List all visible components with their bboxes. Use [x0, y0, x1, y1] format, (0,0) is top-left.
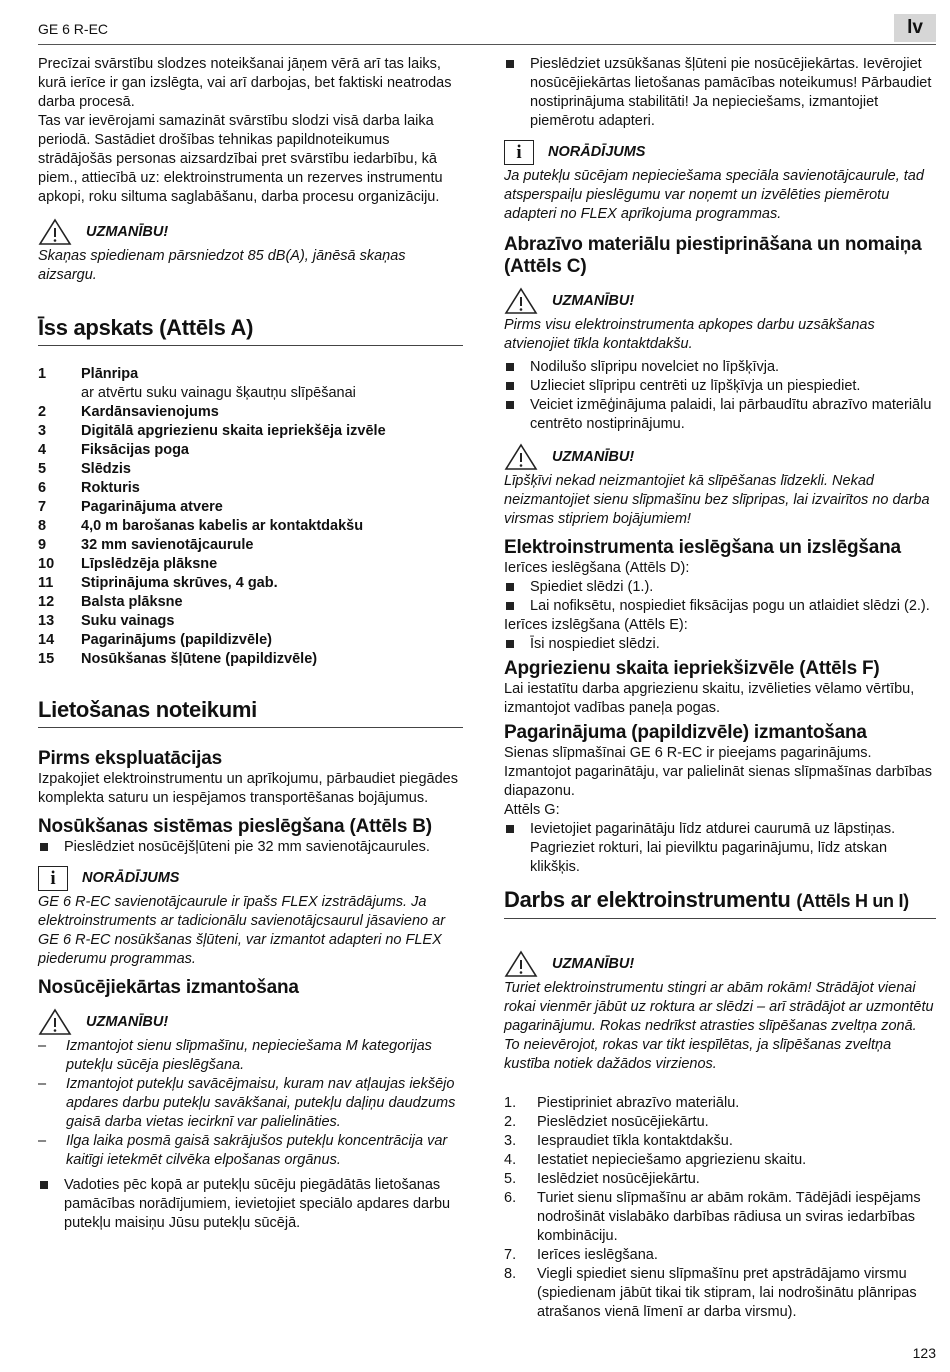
step-item — [504, 1170, 936, 1189]
caution-list — [38, 1037, 463, 1170]
step-text: Piestipriniet abrazīvo materiālu. — [537, 1095, 740, 1111]
right-column — [504, 55, 936, 1322]
abrasive-heading: Abrazīvo materiālu piestiprināšana un nomaiņa (Attēls C) — [504, 234, 922, 277]
usage-heading: Lietošanas noteikumi — [38, 697, 463, 728]
extractor-list — [38, 1176, 463, 1233]
intro-paragraph-1: Precīzai svārstību slodzes noteikšanai jāņem vērā arī tas laiks, kurā ierīce ir gan izslēgta, vai arī darbojas, bet faktiski neatrodas darba procesā. — [38, 56, 452, 110]
note-notice — [38, 863, 463, 893]
part-number: 14 — [38, 632, 55, 648]
part-label: Rokturis — [81, 480, 140, 496]
warning-triangle-icon — [38, 218, 72, 246]
suction-heading: Nosūkšanas sistēmas pieslēgšana (Attēls B) — [38, 816, 432, 837]
parts-list-item — [38, 403, 463, 422]
info-icon: i — [504, 140, 534, 165]
step-number: 3. — [504, 1133, 517, 1149]
part-number: 5 — [38, 461, 47, 477]
step-text: Turiet sienu slīpmašīnu ar abām rokām. Tādējādi iespējams nodrošināt vislabāko darbības rādiusa un sviras iedarbības kombināciju. — [537, 1190, 921, 1244]
note-text: Ja putekļu sūcējam nepieciešama speciāla savienotājcaurule, tad atsperspaiļu pieslēgumu var noņemt un izvēlēties piemērotu adapteri no FLEX aprīkojuma programmas. — [504, 168, 924, 222]
step-text: Iespraudiet tīkla kontaktdakšu. — [537, 1133, 733, 1149]
parts-list-item — [38, 479, 463, 498]
caution-notice — [38, 217, 463, 247]
step-number: 8. — [504, 1266, 517, 1282]
caution-notice — [504, 442, 936, 472]
caution-text: Pirms visu elektroinstrumenta apkopes darbu uzsākšanas atvienojiet tīkla kontaktdakšu. — [504, 317, 875, 352]
part-number: 15 — [38, 651, 55, 667]
parts-list-item — [38, 517, 463, 536]
step-number: 6. — [504, 1190, 517, 1206]
part-label: 4,0 m barošanas kabelis ar kontaktdakšu — [81, 518, 364, 534]
caution-notice — [504, 949, 936, 979]
parts-list-item — [38, 460, 463, 479]
part-number: 7 — [38, 499, 47, 515]
parts-list-item — [38, 441, 463, 460]
extractor-heading: Nosūcējiekārtas izmantošana — [38, 977, 299, 998]
caution-notice — [504, 286, 936, 316]
extension-list — [504, 820, 936, 877]
step-number: 1. — [504, 1095, 517, 1111]
part-number: 4 — [38, 442, 47, 458]
step-item — [504, 1151, 936, 1170]
caution-label: UZMANĪBU! — [552, 955, 635, 972]
parts-list-item — [38, 365, 463, 403]
parts-list-item — [38, 612, 463, 631]
part-number: 12 — [38, 594, 55, 610]
list-item: Vadoties pēc kopā ar putekļu sūcēju piegādātās lietošanas pamācības norādījumiem, ievietojiet speciālo apdares darbu putekļu maisiņu Jūsu putekļu sūcējā. — [38, 1176, 463, 1233]
part-label: Slēdzis — [81, 461, 131, 477]
parts-list-item — [38, 536, 463, 555]
part-label: Pagarinājuma atvere — [81, 499, 223, 515]
extension-figure-label: Attēls G: — [504, 802, 560, 818]
part-sublabel: ar atvērtu suku vainagu šķautņu slīpēšanai — [81, 385, 356, 401]
part-label: Fiksācijas poga — [81, 442, 189, 458]
parts-list — [38, 365, 463, 669]
before-use-heading: Pirms ekspluatācijas — [38, 748, 222, 769]
list-item: – Izmantojot sienu slīpmašīnu, nepieciešama M kategorijas putekļu sūcēja pieslēgšana. — [38, 1037, 463, 1075]
part-label: 32 mm savienotājcaurule — [81, 537, 254, 553]
step-item — [504, 1265, 936, 1322]
list-item: – Izmantojot putekļu savācējmaisu, kuram nav atļaujas iekšējo apdares darbu putekļu savākšanai, putekļu daļiņu daudzums gaisā darba vietas iecirknī var palielināties. — [38, 1075, 463, 1132]
list-item: – Ilga laika posmā gaisā sakrājušos putekļu koncentrācija var kaitīgi ietekmēt cilvēka elpošanas orgānus. — [38, 1132, 463, 1170]
parts-list-item — [38, 650, 463, 669]
switch-off-list — [504, 635, 936, 654]
part-number: 8 — [38, 518, 47, 534]
left-column — [38, 55, 463, 1233]
note-label: NORĀDĪJUMS — [548, 143, 646, 160]
switch-off-label: Ierīces izslēgšana (Attēls E): — [504, 617, 688, 633]
part-number: 6 — [38, 480, 47, 496]
extension-text: Sienas slīpmašīnai GE 6 R-EC ir pieejams pagarinājums. Izmantojot pagarinātāju, var palielināt sienas slīpmašīnas darbības diapazonu. — [504, 745, 932, 799]
list-item: Veiciet izmēģinājuma palaidi, lai pārbaudītu abrazīvo materiālu centrēto nostiprinājumu. — [504, 396, 936, 434]
part-label: Stiprinājuma skrūves, 4 gab. — [81, 575, 278, 591]
caution-label: UZMANĪBU! — [552, 448, 635, 465]
info-icon: i — [38, 866, 68, 891]
note-notice — [504, 137, 936, 167]
warning-triangle-icon — [504, 443, 538, 471]
warning-triangle-icon — [504, 950, 538, 978]
parts-list-item — [38, 498, 463, 517]
parts-list-item — [38, 555, 463, 574]
part-label: Līpslēdzēja plāksne — [81, 556, 218, 572]
hose-list — [504, 55, 936, 131]
step-item — [504, 1113, 936, 1132]
step-text: Ieslēdziet nosūcējiekārtu. — [537, 1171, 700, 1187]
part-label: Pagarinājums (papildizvēle) — [81, 632, 272, 648]
switch-on-list — [504, 578, 936, 616]
part-label: Balsta plāksne — [81, 594, 183, 610]
list-item: Uzlieciet slīpripu centrēti uz līpšķīvja un piespiediet. — [504, 377, 936, 396]
step-text: Pieslēdziet nosūcējiekārtu. — [537, 1114, 709, 1130]
note-label: NORĀDĪJUMS — [82, 869, 180, 886]
part-number: 1 — [38, 366, 47, 382]
step-number: 2. — [504, 1114, 517, 1130]
part-number: 2 — [38, 404, 47, 420]
list-item: Pieslēdziet nosūcējšļūteni pie 32 mm savienotājcaurules. — [38, 838, 463, 857]
parts-list-item — [38, 422, 463, 441]
list-item: Nodilušo slīpripu novelciet no līpšķīvja. — [504, 358, 936, 377]
step-item — [504, 1189, 936, 1246]
abrasive-list — [504, 358, 936, 434]
caution-label: UZMANĪBU! — [552, 292, 635, 309]
warning-triangle-icon — [504, 287, 538, 315]
speed-heading: Apgriezienu skaita iepriekšizvēle (Attēls F) — [504, 658, 880, 679]
work-heading-main: Darbs ar elektroinstrumentu — [504, 887, 791, 912]
work-heading — [504, 887, 936, 919]
part-label: Plānripa — [81, 366, 139, 382]
part-number: 10 — [38, 556, 55, 572]
step-number: 5. — [504, 1171, 517, 1187]
step-text: Viegli spiediet sienu slīpmašīnu pret apstrādājamo virsmu (spiedienam jābūt tikai tik stipram, lai nodrošinātu plānripas atrašanos vienā līmenī ar darba virsmu). — [537, 1266, 917, 1320]
note-text: GE 6 R-EC savienotājcaurule ir īpašs FLEX izstrādājums. Ja elektroinstruments ar tadicionālu savienotājcsaurul jāsavieno ar GE 6 R-EC nosūkšanas šļūteni, var izmantot adapteri no FLEX piederumu programmas. — [38, 894, 446, 967]
caution-text: Skaņas spiedienam pārsniedzot 85 dB(A), jānēsā skaņas aizsargu. — [38, 248, 406, 283]
step-item — [504, 1132, 936, 1151]
part-number: 13 — [38, 613, 55, 629]
list-item: Īsi nospiediet slēdzi. — [504, 635, 936, 654]
caution-label: UZMANĪBU! — [86, 1013, 169, 1030]
intro-paragraph-2: Tas var ievērojami samazināt svārstību slodzi visā darba laika periodā. Sastādiet drošības tehnikas papildnoteikumus strādājošās personas aizsardzībai pret svārstību iedarbību, kā piem., attiecībā uz: elektroinstrumenta un rezerves instrumentu apkopi, roku siltuma saglabāšanu, darba procesu organizāciju. — [38, 113, 443, 205]
part-label: Nosūkšanas šļūtene (papildizvēle) — [81, 651, 318, 667]
page-number: 123 — [912, 1345, 936, 1361]
before-use-text: Izpakojiet elektroinstrumentu un aprīkojumu, pārbaudiet piegādes komplekta saturu un iespējamos transportēšanas bojājumus. — [38, 771, 458, 806]
step-number: 4. — [504, 1152, 517, 1168]
step-item — [504, 1094, 936, 1113]
parts-list-item — [38, 631, 463, 650]
caution-text: Līpšķīvi nekad neizmantojiet kā slīpēšanas līdzekli. Nekad neizmantojiet sienu slīpmašīnu bez slīpripas, lai izvairītos no darba virsmas stipriem bojājumiem! — [504, 473, 930, 527]
step-text: Iestatiet nepieciešamo apgriezienu skaitu. — [537, 1152, 807, 1168]
parts-list-item — [38, 593, 463, 612]
warning-triangle-icon — [38, 1008, 72, 1036]
list-item: Spiediet slēdzi (1.). — [504, 578, 936, 597]
suction-list — [38, 838, 463, 857]
steps-list — [504, 1094, 936, 1322]
language-tab: lv — [894, 14, 936, 42]
part-number: 11 — [38, 575, 54, 591]
step-number: 7. — [504, 1247, 517, 1263]
switch-on-label: Ierīces ieslēgšana (Attēls D): — [504, 560, 690, 576]
parts-list-item — [38, 574, 463, 593]
header-model: GE 6 R-EC — [38, 21, 109, 37]
list-item: Ievietojiet pagarinātāju līdz atdurei caurumā uz lāpstiņas. Pagrieziet rokturi, lai pievilktu pagarinājumu, līdz atskan klikšķis. — [504, 820, 936, 877]
page-header — [38, 14, 936, 45]
caution-label: UZMANĪBU! — [86, 223, 169, 240]
part-label: Digitālā apgriezienu skaita iepriekšēja izvēle — [81, 423, 386, 439]
step-item — [504, 1246, 936, 1265]
speed-text: Lai iestatītu darba apgriezienu skaitu, izvēlieties vēlamo vērtību, izmantojot vadības paneļa pogas. — [504, 681, 915, 716]
caution-notice — [38, 1007, 463, 1037]
work-heading-suffix: (Attēls H un I) — [796, 891, 909, 911]
part-number: 3 — [38, 423, 47, 439]
list-item: Pieslēdziet uzsūkšanas šļūteni pie nosūcējiekārtas. Ievērojiet nosūcējiekārtas lietošanas pamācības noteikumus! Pārbaudiet nostiprinājuma stabilitāti! Ja nepieciešams, izmantojiet piemērotu adapteri. — [504, 55, 936, 131]
part-number: 9 — [38, 537, 47, 553]
extension-heading: Pagarinājuma (papildizvēle) izmantošana — [504, 722, 867, 743]
caution-text: Turiet elektroinstrumentu stingri ar abām rokām! Strādājot vienai rokai vienmēr jābūt uz roktura ar slēdzi – arī strādājot ar uzmontētu pagarinājumu. Rokas nedrīkst atrasties slīpēšanas zveltņa zonā. To neievērojot, rokas var tikt iespīlētas, ja slīpēšanas zveltņa kustība notiek dažādos virzienos. — [504, 980, 934, 1072]
switch-heading: Elektroinstrumenta ieslēgšana un izslēgšana — [504, 537, 901, 558]
part-label: Suku vainags — [81, 613, 175, 629]
part-label: Kardānsavienojums — [81, 404, 219, 420]
step-text: Ierīces ieslēgšana. — [537, 1247, 658, 1263]
overview-heading: Īss apskats (Attēls A) — [38, 315, 463, 346]
list-item: Lai nofiksētu, nospiediet fiksācijas pogu un atlaidiet slēdzi (2.). — [504, 597, 936, 616]
